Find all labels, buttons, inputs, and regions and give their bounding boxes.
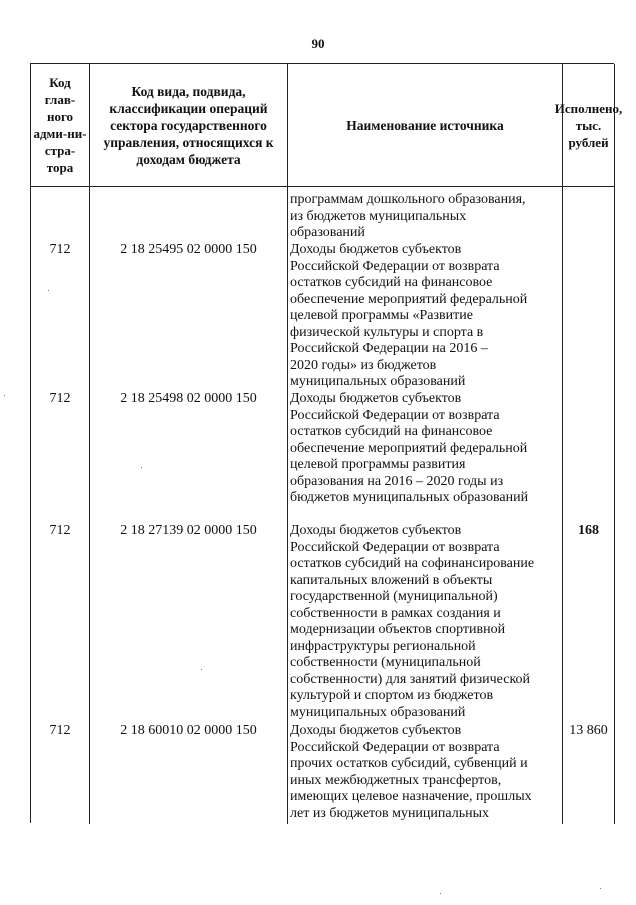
name-line: бюджетов муниципальных образований [290, 490, 529, 505]
name-line: программам дошкольного образования, [290, 192, 526, 207]
name-line: целевой программы развития [290, 457, 466, 472]
source-name-4 [288, 723, 562, 822]
column-admin-code [31, 187, 90, 824]
name-line: Российской Федерации на 2016 – [290, 341, 488, 356]
name-line: Доходы бюджетов субъектов [290, 242, 462, 257]
name-line: Доходы бюджетов субъектов [290, 391, 462, 406]
header-admin-code: Код глав-ного адми-ни-стра-тора [31, 64, 90, 187]
name-line: муниципальных образований [290, 374, 466, 389]
name-line: остатков субсидий на финансовое [290, 275, 493, 290]
classification-code-1: 2 18 25495 02 0000 150 [120, 242, 257, 257]
name-line: остатков субсидий на финансовое [290, 424, 493, 439]
source-name-3 [288, 523, 562, 721]
header-classification-code: Код вида, подвида, классификации операций сектора государственного управления, относящихся к доходам бюджета [90, 64, 288, 187]
classification-code-4: 2 18 60010 02 0000 150 [120, 723, 257, 738]
name-line: Доходы бюджетов субъектов [290, 723, 462, 738]
source-name-1 [288, 242, 562, 391]
name-line: обеспечение мероприятий федеральной [290, 291, 528, 307]
amount-3: 168 [578, 523, 599, 538]
name-line: из бюджетов муниципальных [290, 208, 467, 224]
scan-speck [440, 893, 441, 894]
admin-code-3: 712 [49, 523, 71, 538]
header-amount: Исполнено, тыс. рублей [563, 64, 615, 187]
amount-4: 13 860 [569, 723, 608, 738]
scan-speck [201, 669, 202, 670]
name-line: Российской Федерации от возврата [290, 539, 500, 555]
name-line: Российской Федерации от возврата [290, 258, 500, 274]
name-line: Российской Федерации от возврата [290, 407, 500, 423]
name-line: собственности (муниципальной [290, 655, 481, 670]
name-line: обеспечение мероприятий федеральной [290, 440, 528, 456]
name-line: модернизации объектов спортивной [290, 622, 506, 637]
name-line: имеющих целевое назначение, прошлых [290, 789, 532, 804]
name-line: иных межбюджетных трансфертов, [290, 772, 502, 788]
classification-code-3: 2 18 27139 02 0000 150 [120, 523, 257, 538]
name-line: собственности в рамках создания и [290, 605, 501, 621]
name-line: образований [290, 225, 365, 240]
column-amount [563, 187, 615, 824]
name-line: капитальных вложений в объекты [290, 572, 493, 588]
name-line: остатков субсидий на софинансирование [290, 556, 535, 571]
name-line: лет из бюджетов муниципальных [290, 805, 490, 821]
admin-code-1: 712 [49, 242, 71, 257]
name-line: Российской Федерации от возврата [290, 739, 500, 755]
name-line: Доходы бюджетов субъектов [290, 523, 462, 538]
name-line: прочих остатков субсидий, субвенций и [290, 756, 528, 771]
admin-code-4: 712 [49, 723, 71, 738]
continuation-text [288, 192, 562, 242]
name-line: инфраструктуры региональной [290, 638, 476, 654]
name-line: государственной (муниципальной) [290, 589, 498, 604]
name-line: физической культуры и спорта в [290, 324, 484, 340]
name-line: образования на 2016 – 2020 годы из [290, 473, 504, 489]
name-line: целевой программы «Развитие [290, 308, 473, 323]
column-source-name [288, 187, 563, 824]
name-line: 2020 годы» из бюджетов [290, 357, 437, 373]
column-classification-code [90, 187, 288, 824]
admin-code-2: 712 [49, 391, 71, 406]
scan-speck [600, 888, 601, 889]
revenue-table [30, 63, 623, 823]
header-source-name: Наименование источника [288, 64, 563, 187]
classification-code-2: 2 18 25498 02 0000 150 [120, 391, 257, 406]
scan-speck [48, 290, 49, 291]
scan-speck [4, 395, 5, 396]
name-line: муниципальных образований [290, 704, 466, 720]
name-line: культурой и спортом из бюджетов [290, 688, 494, 703]
name-line: собственности) для занятий физической [290, 671, 531, 687]
scan-speck [141, 467, 142, 468]
page-number: 90 [311, 36, 325, 51]
source-name-2 [288, 391, 562, 507]
